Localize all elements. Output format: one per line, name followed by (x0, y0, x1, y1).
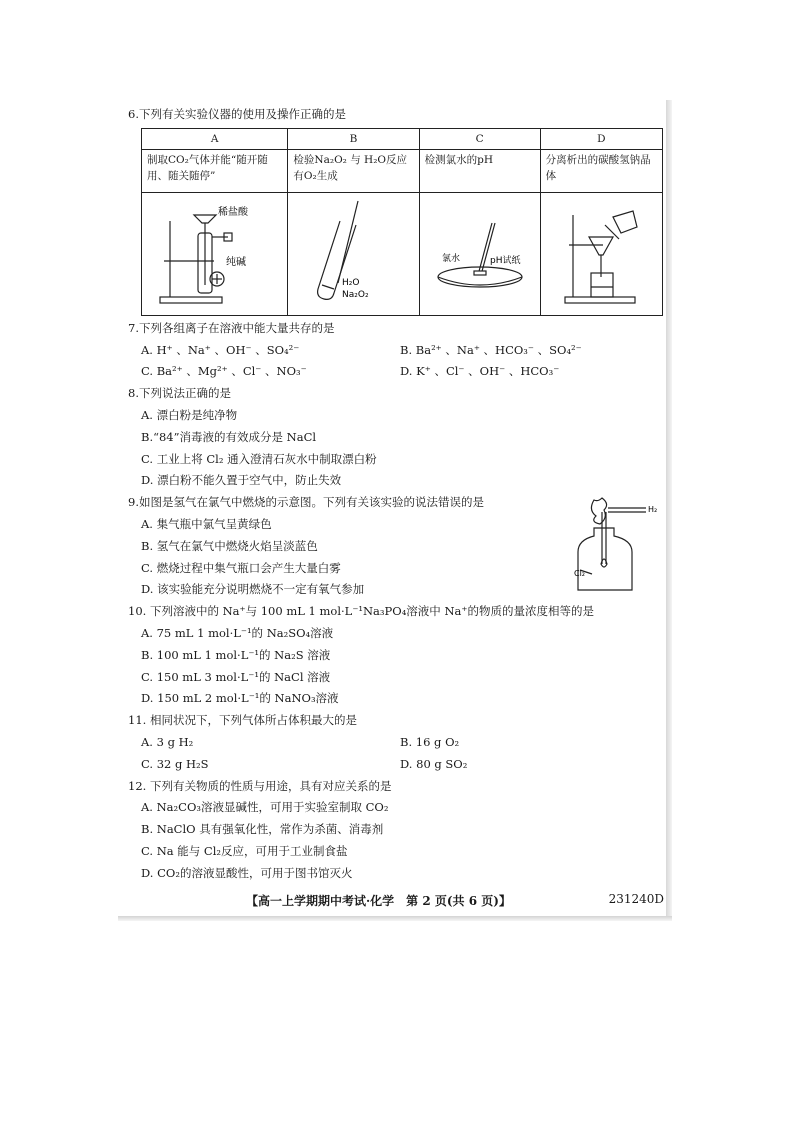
q7-option-d: D. K⁺ 、Cl⁻ 、OH⁻ 、HCO₃⁻ (400, 364, 560, 379)
q8-stem: 8.下列说法正确的是 (128, 386, 231, 401)
kipp-apparatus-figure (142, 193, 270, 315)
q7-option-b: B. Ba²⁺ 、Na⁺ 、HCO₃⁻ 、SO₄²⁻ (400, 342, 582, 357)
label-water: H₂O (342, 277, 360, 288)
q8-option-a: A. 漂白粉是纯净物 (141, 407, 238, 422)
ph-test-figure (420, 193, 540, 315)
q11-option-d: D. 80 g SO₂ (400, 756, 468, 771)
exam-page (128, 104, 664, 885)
q6-desc-d: 分离析出的碳酸氢钠晶体 (540, 149, 662, 192)
q9-option-d: D. 该实验能充分说明燃烧不一定有氧气参加 (141, 582, 365, 597)
label-cl2: Cl₂ (574, 569, 586, 579)
q9-option-c: C. 燃烧过程中集气瓶口会产生大量白雾 (141, 560, 341, 575)
label-soda-ash: 纯碱 (226, 256, 246, 268)
q9-block (128, 492, 664, 601)
q10-option-d: D. 150 mL 2 mol·L⁻¹的 NaNO₃溶液 (141, 691, 339, 706)
footer-title: 【高一上学期期中考试·化学 第 2 页(共 6 页)】 (246, 894, 511, 908)
hydrogen-burning-figure (574, 492, 664, 596)
q6-desc-b: 检验Na₂O₂ 与 H₂O反应有O₂生成 (288, 149, 419, 192)
footer-code: 231240D (608, 892, 664, 906)
q6-figure-b (288, 192, 419, 315)
q10-option-c: C. 150 mL 3 mol·L⁻¹的 NaCl 溶液 (141, 669, 331, 684)
q7-option-c: C. Ba²⁺ 、Mg²⁺ 、Cl⁻ 、NO₃⁻ (141, 364, 307, 379)
q9-option-a: A. 集气瓶中氯气呈黄绿色 (141, 516, 272, 531)
label-h2: H₂ (648, 505, 658, 515)
q12-stem: 12. 下列有关物质的性质与用途，具有对应关系的是 (128, 778, 392, 793)
q9-stem: 9.如图是氢气在氯气中燃烧的示意图。下列有关该实验的说法错误的是 (128, 495, 484, 510)
q6-figure-d (540, 192, 662, 315)
q8-option-d: D. 漂白粉不能久置于空气中，防止失效 (141, 473, 342, 488)
label-dilute-hcl: 稀盐酸 (218, 206, 248, 218)
q11-option-a: A. 3 g H₂ (141, 734, 194, 749)
q6-table (141, 128, 663, 316)
q12-option-c: C. Na 能与 Cl₂反应，可用于工业制食盐 (141, 843, 348, 858)
q6-header-b: B (288, 128, 419, 149)
q12-option-d: D. CO₂的溶液显酸性，可用于图书馆灭火 (141, 865, 353, 880)
q6-header-a: A (142, 128, 288, 149)
q9-option-b: B. 氢气在氯气中燃烧火焰呈淡蓝色 (141, 538, 318, 553)
q7-option-a: A. H⁺ 、Na⁺ 、OH⁻ 、SO₄²⁻ (141, 342, 300, 357)
q8-option-b: B.“84”消毒液的有效成分是 NaCl (141, 429, 317, 444)
q6-stem: 6.下列有关实验仪器的使用及操作正确的是 (128, 107, 346, 121)
q11-option-b: B. 16 g O₂ (400, 734, 460, 749)
test-tube-figure (288, 193, 406, 315)
q6-desc-c: 检测氯水的pH (419, 149, 540, 192)
label-ph-paper: pH试纸 (489, 255, 521, 266)
q7-stem: 7.下列各组离子在溶液中能大量共存的是 (128, 320, 335, 335)
q8-option-c: C. 工业上将 Cl₂ 通入澄清石灰水中制取漂白粉 (141, 451, 377, 466)
q6-header-c: C (419, 128, 540, 149)
filtration-figure (541, 193, 661, 315)
label-chlorine-water: 氯水 (441, 253, 460, 264)
q11-stem: 11. 相同状况下，下列气体所占体积最大的是 (128, 713, 357, 728)
scan-shadow-bottom (118, 916, 672, 921)
q10-option-b: B. 100 mL 1 mol·L⁻¹的 Na₂S 溶液 (141, 647, 331, 662)
scan-shadow-right (666, 100, 672, 920)
q11-option-c: C. 32 g H₂S (141, 756, 209, 771)
q12-option-a: A. Na₂CO₃溶液显碱性，可用于实验室制取 CO₂ (141, 800, 389, 815)
q6-figure-c (419, 192, 540, 315)
q10-stem: 10. 下列溶液中的 Na⁺与 100 mL 1 mol·L⁻¹Na₃PO₄溶液中 Na⁺的物质的量浓度相等的是 (128, 604, 594, 619)
q6-header-d: D (540, 128, 662, 149)
q12-option-b: B. NaClO 具有强氧化性，常作为杀菌、消毒剂 (141, 822, 384, 837)
q6-desc-a: 制取CO₂气体并能“随开随用、随关随停” (142, 149, 288, 192)
q6-figure-a (142, 192, 288, 315)
label-sodium-peroxide: Na₂O₂ (342, 289, 369, 300)
q10-option-a: A. 75 mL 1 mol·L⁻¹的 Na₂SO₄溶液 (141, 625, 334, 640)
